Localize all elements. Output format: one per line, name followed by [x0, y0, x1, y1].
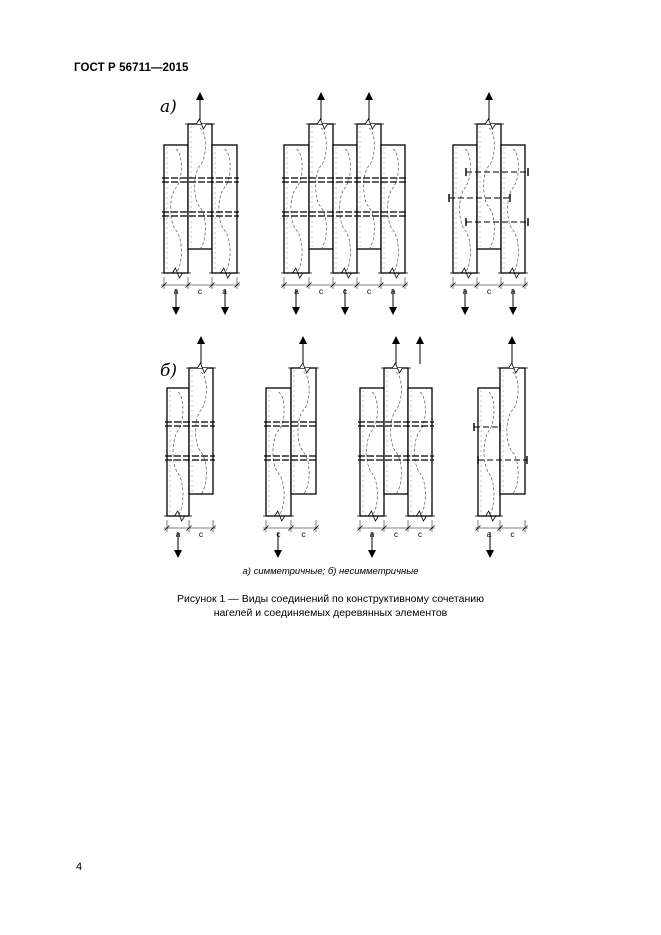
board-outline	[212, 145, 237, 273]
dimension-label: c	[301, 529, 306, 539]
dimension-label: c	[197, 286, 203, 296]
caption-line-1: Рисунок 1 — Виды соединений по конструктивному сочетанию	[177, 593, 484, 605]
side-board	[475, 388, 503, 521]
board-outline	[408, 388, 432, 516]
board-outline	[478, 388, 500, 516]
caption-line-2: нагелей и соединяемых деревянных элементов	[213, 606, 448, 619]
row-b-label: б)	[160, 361, 178, 381]
dimension-label: c	[417, 529, 423, 539]
board-outline	[477, 124, 501, 249]
board-outline	[500, 368, 525, 494]
side-board	[357, 388, 387, 521]
side-board	[405, 388, 435, 521]
board-outline	[167, 388, 189, 516]
board-outline	[357, 124, 381, 249]
centre-board	[185, 119, 215, 249]
side-board	[164, 388, 192, 521]
board-outline	[291, 368, 316, 494]
board-outline	[381, 145, 405, 273]
centre-board	[186, 363, 216, 494]
board-outline	[384, 368, 408, 494]
document-header: ГОСТ Р 56711—2015	[74, 62, 189, 74]
centre-board	[474, 119, 504, 249]
dimension-label: a	[175, 529, 181, 539]
side-board	[498, 145, 528, 278]
board-outline	[164, 145, 188, 273]
board-outline	[266, 388, 291, 516]
board-outline	[453, 145, 477, 273]
dimension-label: a	[486, 529, 492, 539]
legend-symmetric: а) симметричные;	[242, 566, 326, 577]
dimension-label: a	[462, 286, 468, 296]
figure-legend	[0, 566, 661, 577]
dimension-label: c	[510, 529, 515, 539]
dimension-label: c	[276, 529, 281, 539]
board-outline	[284, 145, 309, 273]
dimension-label: a	[510, 286, 516, 296]
centre-board	[381, 363, 411, 494]
dimension-label: c	[342, 286, 348, 296]
dimension-label: c	[393, 529, 399, 539]
centre-board	[288, 363, 319, 494]
row-a-label: а)	[160, 97, 177, 117]
dimension-label: a	[369, 529, 375, 539]
board-outline	[501, 145, 525, 273]
centre-board	[497, 363, 528, 494]
dimension-label: c	[366, 286, 372, 296]
board-outline	[189, 368, 213, 494]
page-number: 4	[76, 861, 83, 873]
dimension-label: a	[173, 286, 179, 296]
legend-asymmetric: б) несимметричные	[327, 566, 419, 577]
dimension-label: c	[318, 286, 324, 296]
board-outline	[360, 388, 384, 516]
joint-drawings	[161, 96, 528, 554]
board-outline	[333, 145, 357, 273]
board-outline	[188, 124, 212, 249]
dimension-label: a	[294, 286, 299, 296]
dimension-label: a	[222, 286, 227, 296]
centre-board	[306, 119, 336, 249]
side-board	[263, 388, 294, 521]
dimension-label: a	[390, 286, 396, 296]
board-outline	[309, 124, 333, 249]
centre-board	[354, 119, 384, 249]
figure-caption	[0, 593, 661, 620]
side-board	[450, 145, 480, 278]
dimension-label: c	[198, 529, 204, 539]
dimension-label: c	[486, 286, 492, 296]
